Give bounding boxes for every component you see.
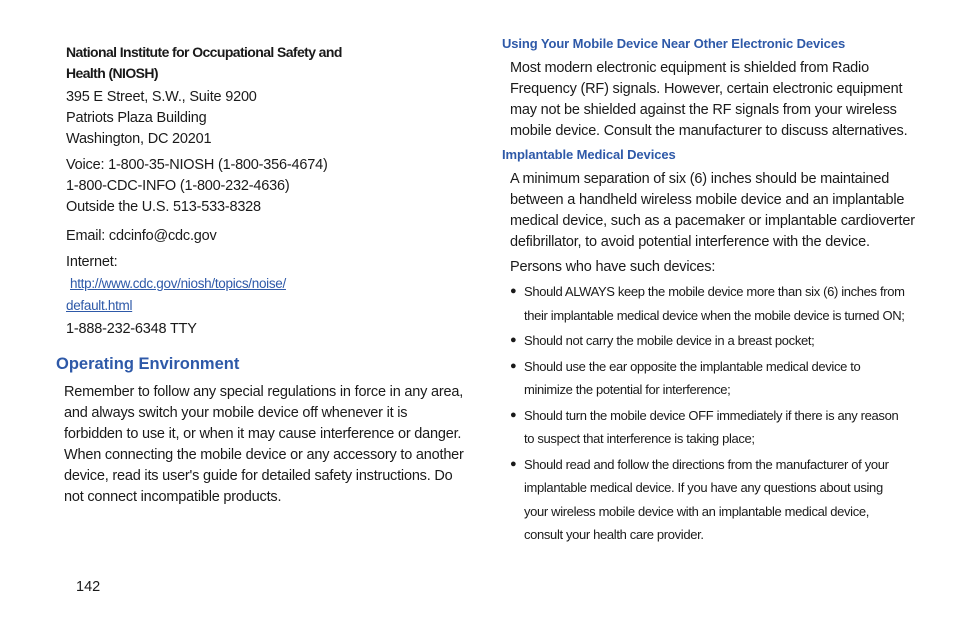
page-number: 142 — [76, 579, 101, 595]
electronic-devices-paragraph — [510, 58, 907, 142]
paragraph-line: and always switch your mobile device off whenever it is — [64, 405, 408, 421]
internet-label: Internet: — [66, 254, 118, 270]
paragraph-line: A minimum separation of six (6) inches should be maintained — [510, 171, 890, 187]
paragraph-line: device, read its user's guide for detailed safety instructions. Do — [64, 468, 453, 484]
address-line: Patriots Plaza Building — [66, 110, 207, 126]
list-item-line: Should not carry the mobile device in a breast pocket; — [524, 333, 815, 348]
internet-block — [66, 252, 286, 317]
address-line: 395 E Street, S.W., Suite 9200 — [66, 89, 257, 105]
heading-electronic-devices: Using Your Mobile Device Near Other Electronic Devices — [502, 36, 846, 51]
niosh-link-continued[interactable]: default.html — [66, 298, 133, 313]
list-item-line: implantable medical device. If you have any questions about using — [524, 480, 883, 495]
paragraph-line: between a handheld wireless mobile device and an implantable — [510, 192, 905, 208]
heading-implantable-medical-devices: Implantable Medical Devices — [502, 147, 676, 162]
email-line: Email: cdcinfo@cdc.gov — [66, 228, 217, 244]
link-wrapper — [66, 273, 286, 295]
list-item — [510, 355, 920, 402]
paragraph-line: may not be shielded against the RF signals from your wireless — [510, 102, 897, 118]
list-item — [510, 453, 920, 547]
paragraph-line: Frequency (RF) signals. However, certain electronic equipment — [510, 81, 903, 97]
implantable-devices-paragraph — [510, 169, 915, 253]
org-title-line: National Institute for Occupational Safety and — [66, 44, 342, 60]
org-title — [66, 42, 366, 84]
paragraph-line: mobile device. Consult the manufacturer to discuss alternatives. — [510, 123, 908, 139]
paragraph-line: forbidden to use it, or when it may cause interference or danger. — [64, 426, 462, 442]
list-item-line: consult your health care provider. — [524, 527, 704, 542]
paragraph-line: medical device, such as a pacemaker or implantable cardioverter — [510, 213, 915, 229]
tty-line: 1-888-232-6348 TTY — [66, 321, 197, 337]
section-heading-operating-environment: Operating Environment — [56, 355, 240, 373]
operating-environment-paragraph — [64, 382, 464, 508]
list-item-line: Should ALWAYS keep the mobile device more than six (6) inches from — [524, 284, 905, 299]
paragraph-line: defibrillator, to avoid potential interference with the device. — [510, 234, 870, 250]
phone-line: Outside the U.S. 513-533-8328 — [66, 199, 261, 215]
bullet-icon: ● — [510, 408, 517, 421]
persons-line: Persons who have such devices: — [510, 259, 716, 275]
list-item-line: Should read and follow the directions from the manufacturer of your — [524, 456, 889, 472]
phone-block — [66, 155, 328, 218]
list-item-line: your wireless mobile device with an implantable medical device, — [524, 503, 870, 519]
paragraph-line: Remember to follow any special regulations in force in any area, — [64, 384, 464, 400]
phone-line: Voice: 1-800-35-NIOSH (1-800-356-4674) — [66, 157, 328, 173]
niosh-link[interactable]: http://www.cdc.gov/niosh/topics/noise/ — [70, 276, 286, 291]
address-block — [66, 87, 257, 150]
list-item-line: their implantable medical device when the mobile device is turned ON; — [524, 307, 905, 323]
precautions-list — [510, 280, 920, 549]
list-item-line: to suspect that interference is taking place; — [524, 431, 755, 446]
list-item-line: Should use the ear opposite the implantable medical device to — [524, 358, 861, 374]
phone-line: 1-800-CDC-INFO (1-800-232-4636) — [66, 178, 290, 194]
paragraph-line: When connecting the mobile device or any accessory to another — [64, 447, 464, 463]
paragraph-line: Most modern electronic equipment is shielded from Radio — [510, 60, 869, 76]
list-item — [510, 329, 920, 353]
list-item — [510, 280, 920, 327]
bullet-icon: ● — [510, 285, 517, 297]
paragraph-line: not connect incompatible products. — [64, 489, 282, 505]
list-item-line: minimize the potential for interference; — [524, 382, 731, 397]
list-item-line: Should turn the mobile device OFF immediately if there is any reason — [524, 407, 899, 423]
bullet-icon: ● — [510, 457, 517, 470]
bullet-icon: ● — [510, 334, 517, 346]
bullet-icon: ● — [510, 359, 517, 372]
org-title-line: Health (NIOSH) — [66, 65, 158, 81]
address-line: Washington, DC 20201 — [66, 131, 212, 147]
list-item — [510, 404, 920, 451]
